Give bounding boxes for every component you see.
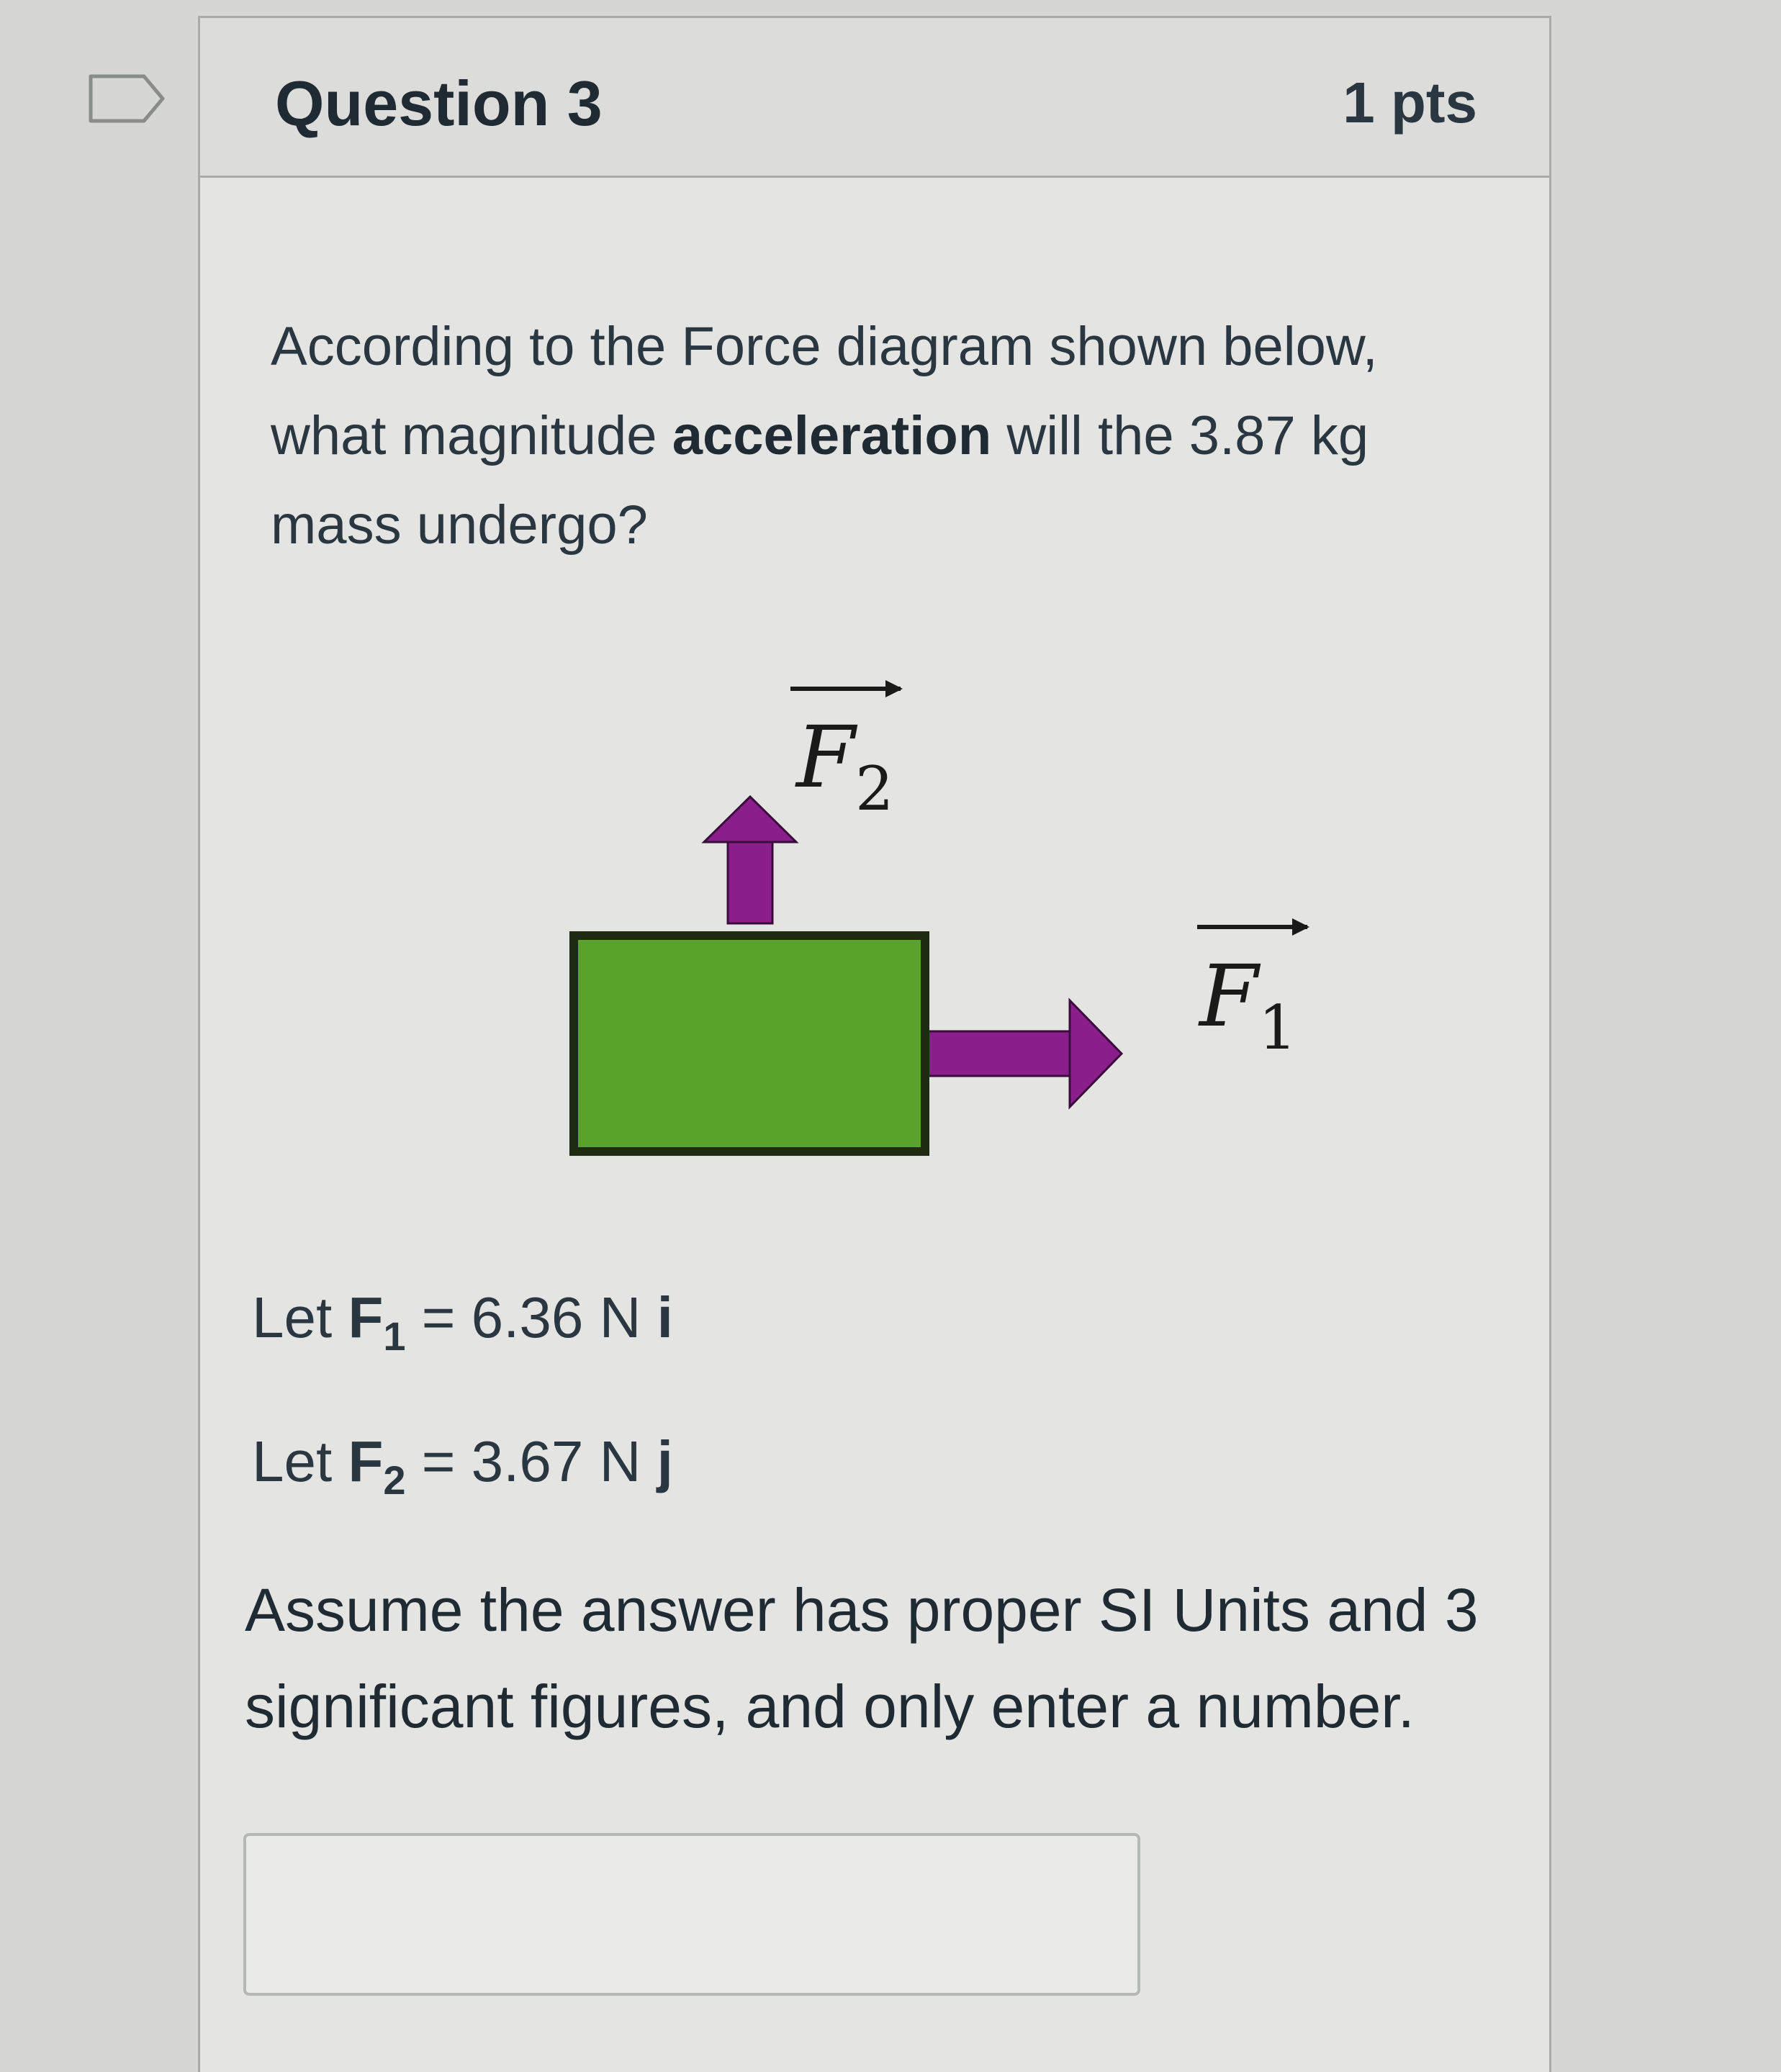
given-f2-symbol: F [348, 1429, 384, 1493]
question-points: 1 pts [1343, 71, 1477, 135]
f1-label-letter: F [1199, 946, 1258, 1046]
given-f1-unit-vector: i [657, 1285, 673, 1349]
answer-input[interactable] [243, 1833, 1140, 1996]
f2-arrow [704, 797, 796, 923]
given-f2 [252, 1429, 673, 1503]
given-f1 [252, 1285, 673, 1360]
f1-arrow [927, 1000, 1122, 1107]
question-card [198, 16, 1551, 2072]
given-f2-unit-vector: j [657, 1429, 673, 1493]
given-f1-value: = 6.36 N [405, 1285, 657, 1349]
given-f2-subscript: 2 [383, 1457, 406, 1503]
f2-label-subscript: 2 [855, 754, 894, 824]
given-f1-subscript: 1 [383, 1313, 406, 1359]
f2-label-letter: F [796, 707, 855, 807]
given-f2-value: = 3.67 N [405, 1429, 657, 1493]
prompt-bold-term: acceleration [672, 405, 992, 466]
f2-label [790, 680, 903, 824]
question-header [200, 18, 1549, 178]
question-prompt [271, 302, 1494, 570]
force-diagram [330, 644, 1338, 1191]
given-f1-symbol: F [348, 1285, 384, 1349]
f1-label-subscript: 1 [1258, 992, 1297, 1063]
flag-question-icon[interactable] [88, 73, 166, 124]
question-title: Question 3 [275, 68, 603, 139]
given-f2-prefix: Let [252, 1429, 348, 1493]
f1-label [1197, 918, 1309, 1063]
answer-instruction: Assume the answer has proper SI Units and 3 significant figures, and only enter a number. [245, 1576, 1479, 1740]
prompt-text-start: According to the Force diagram shown below, what magnitude [271, 316, 1378, 466]
given-f1-prefix: Let [252, 1285, 348, 1349]
mass-block [574, 936, 925, 1152]
prompt-text-end: will the 3.87 kg mass undergo? [271, 405, 1369, 556]
